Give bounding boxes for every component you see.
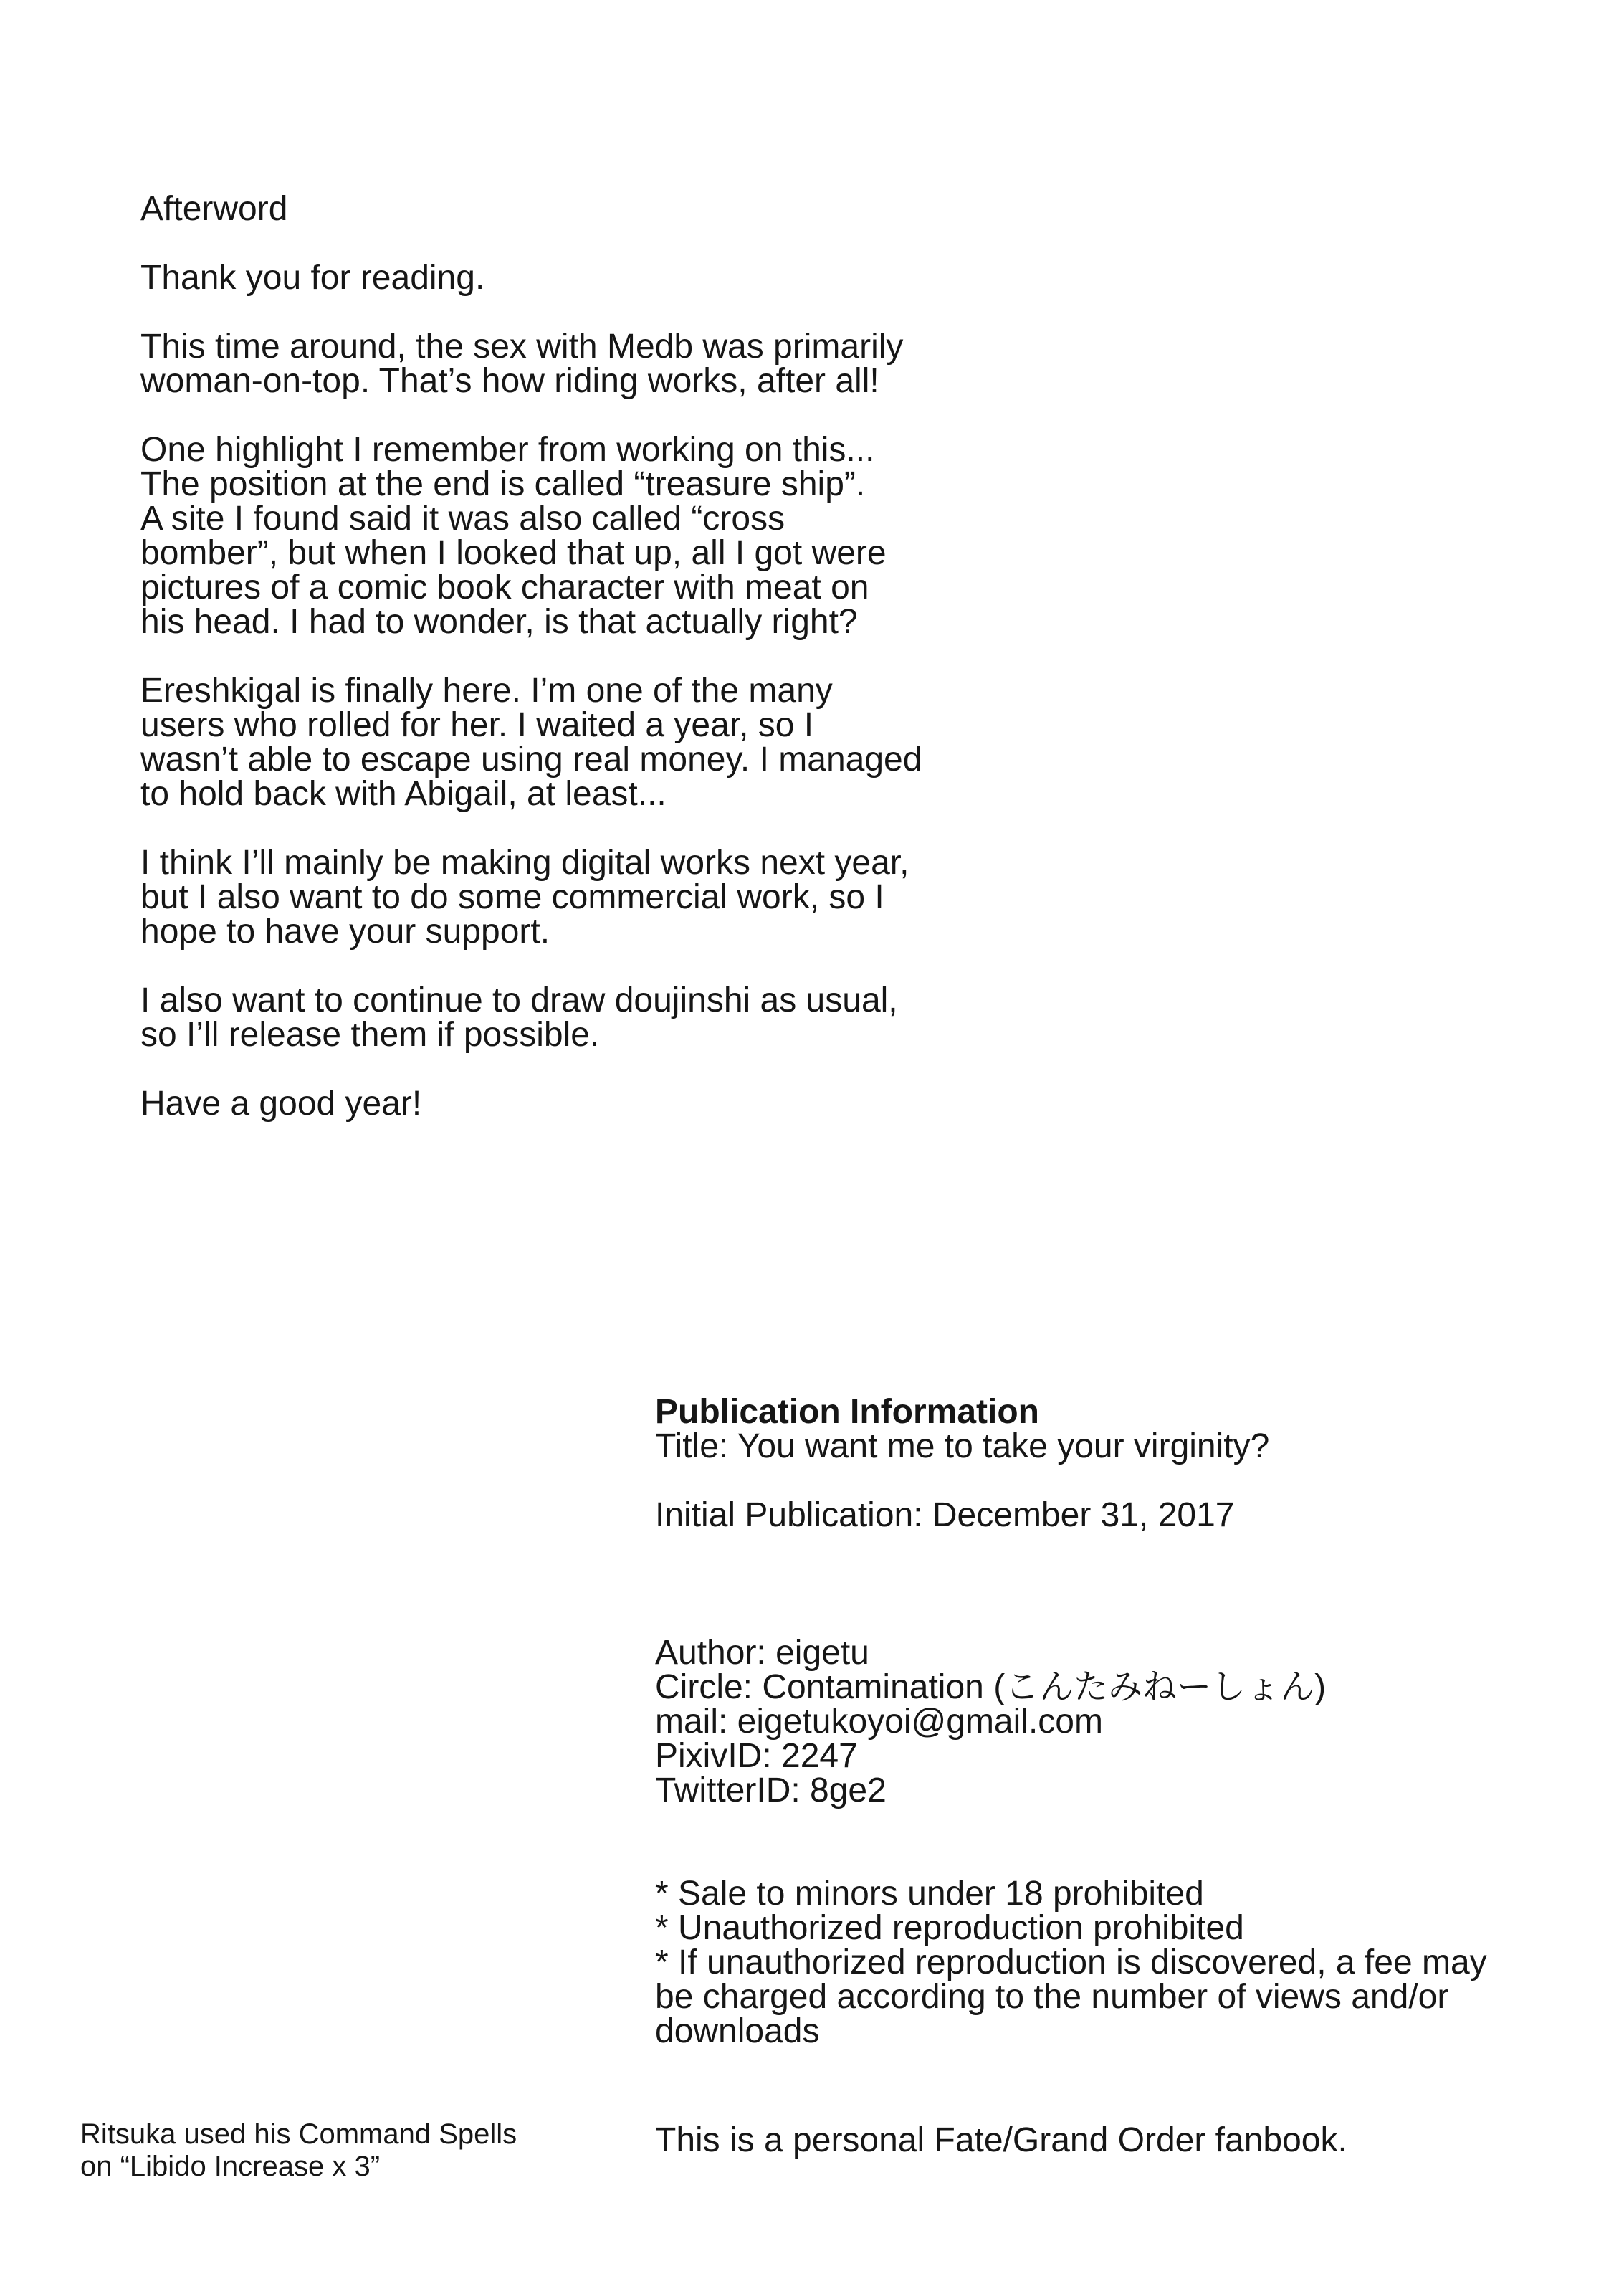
afterword-paragraph-7: Have a good year! [140,1085,422,1123]
spacer [655,1808,1601,1877]
afterword-title: Afterword [140,190,288,228]
spacer [655,1464,1601,1498]
afterword-paragraph-5: I think I’ll mainly be making digital works next year, but I also want to do some commercial work, so I hope to have your support. [140,844,909,951]
publication-circle: Circle: Contamination (こんたみねーしょん) [655,1668,1327,1706]
fanbook-note: This is a personal Fate/Grand Order fanbook. [655,2121,1347,2159]
notice-fee: * If unauthorized reproduction is discovered, a fee may be charged according to the number of views and/or downloads [655,1943,1487,2050]
publication-author: Author: eigetu [655,1634,869,1672]
publication-info-section [655,1395,1601,2049]
afterword-paragraph-4: Ereshkigal is finally here. I’m one of the many users who rolled for her. I waited a year, so I wasn’t able to escape using real money. I managed to hold back with Abigail, at least... [140,672,922,813]
publication-title: Title: You want me to take your virginity? [655,1427,1270,1465]
afterword-section [140,192,1072,1156]
publication-twitter: TwitterID: 8ge2 [655,1771,887,1809]
afterword-paragraph-1: Thank you for reading. [140,259,485,297]
publication-mail: mail: eigetukoyoi@gmail.com [655,1703,1103,1741]
publication-pixiv: PixivID: 2247 [655,1737,858,1775]
spacer [655,1533,1601,1636]
notice-reproduction: * Unauthorized reproduction prohibited [655,1909,1244,1947]
publication-heading: Publication Information [655,1393,1039,1431]
notice-minors: * Sale to minors under 18 prohibited [655,1875,1204,1913]
afterword-paragraph-6: I also want to continue to draw doujinshi as usual, so I’ll release them if possible. [140,981,898,1054]
afterword-paragraph-2: This time around, the sex with Medb was primarily woman-on-top. That’s how riding works, after all! [140,328,904,400]
afterword-paragraph-3: One highlight I remember from working on this... The position at the end is called “treasure ship”. A site I found said it was also called “cross bomber”, but when I looked that up, all I got were pictures of a comic book character with meat on his head. I had to wonder, is that actually right? [140,431,887,641]
publication-date: Initial Publication: December 31, 2017 [655,1496,1235,1534]
illustration-caption: Ritsuka used his Command Spells on “Libido Increase x 3” [80,2118,517,2182]
